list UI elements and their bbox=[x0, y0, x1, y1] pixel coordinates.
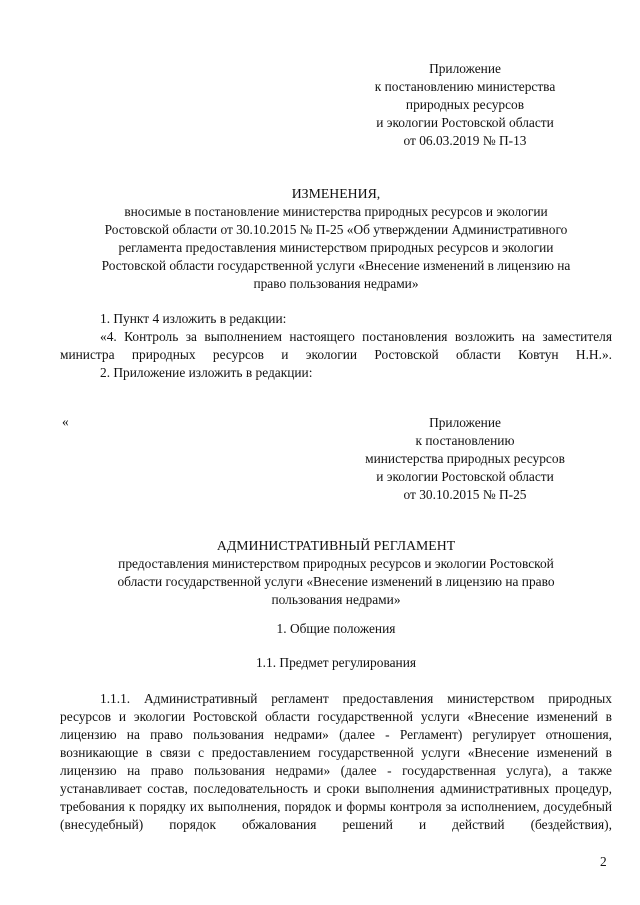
appendix-line: министерства природных ресурсов bbox=[365, 451, 565, 466]
appendix-header bbox=[330, 60, 600, 150]
changes-line: Ростовской области государственной услуги «Внесение изменений в лицензию на bbox=[101, 258, 571, 273]
regulation-line: предоставления министерством природных ресурсов и экологии Ростовской bbox=[118, 556, 554, 571]
changes-line: вносимые в постановление министерства природных ресурсов и экологии bbox=[124, 204, 548, 219]
regulation-title: АДМИНИСТРАТИВНЫЙ РЕГЛАМЕНТ bbox=[216, 538, 456, 553]
appendix-inner bbox=[330, 414, 600, 504]
opening-quote: « bbox=[62, 414, 69, 429]
appendix-line: и экологии Ростовской области bbox=[376, 115, 554, 130]
regulation-line: пользования недрами» bbox=[271, 592, 401, 607]
changes-block bbox=[58, 185, 614, 293]
regulation-header bbox=[58, 537, 614, 609]
changes-title: ИЗМЕНЕНИЯ, bbox=[291, 186, 381, 201]
appendix-line: и экологии Ростовской области bbox=[376, 469, 554, 484]
appendix-line: от 06.03.2019 № П-13 bbox=[403, 133, 527, 148]
items-block bbox=[60, 310, 612, 382]
item-2: 2. Приложение изложить в редакции: bbox=[100, 365, 313, 380]
page-number: 2 bbox=[600, 854, 607, 869]
item-1-text: «4. Контроль за выполнением настоящего постановления возложить на заместителя министра природных ресурсов и экологии Ростовской области Ковтун Н.Н.». bbox=[60, 329, 612, 362]
appendix-line: к постановлению министерства bbox=[374, 79, 556, 94]
regulation-body bbox=[60, 690, 612, 834]
changes-line: Ростовской области от 30.10.2015 № П-25 «Об утверждении Административного bbox=[104, 222, 568, 237]
changes-line: право пользования недрами» bbox=[253, 276, 419, 291]
appendix-line: Приложение bbox=[429, 415, 501, 430]
subsection-heading: 1.1. Предмет регулирования bbox=[255, 655, 417, 670]
item-1: 1. Пункт 4 изложить в редакции: bbox=[100, 311, 287, 326]
section-heading: 1. Общие положения bbox=[276, 621, 396, 636]
regulation-line: области государственной услуги «Внесение изменений в лицензию на право bbox=[117, 574, 555, 589]
appendix-line: Приложение bbox=[429, 61, 501, 76]
appendix-line: природных ресурсов bbox=[405, 97, 525, 112]
changes-line: регламента предоставления министерством природных ресурсов и экологии bbox=[118, 240, 554, 255]
regulation-paragraph: 1.1.1. Административный регламент предоставления министерством природных ресурсов и экологии Ростовской области государственной услуги «Внесение изменений в лицензию на право пользования недрами» (далее - Регламент) регулирует отношения, возникающие в связи с предоставлением государственной услуги «Внесение изменений в лицензию на право пользования недрами» (далее - государственная услуга), а также устанавливает состав, последовательность и сроки выполнения административных процедур, требования к порядку их выполнения, порядок и формы контроля за исполнением, досудебный (внесудебный) порядок обжалования решений и действий (бездействия), bbox=[60, 691, 612, 832]
appendix-line: к постановлению bbox=[415, 433, 515, 448]
appendix-line: от 30.10.2015 № П-25 bbox=[403, 487, 527, 502]
